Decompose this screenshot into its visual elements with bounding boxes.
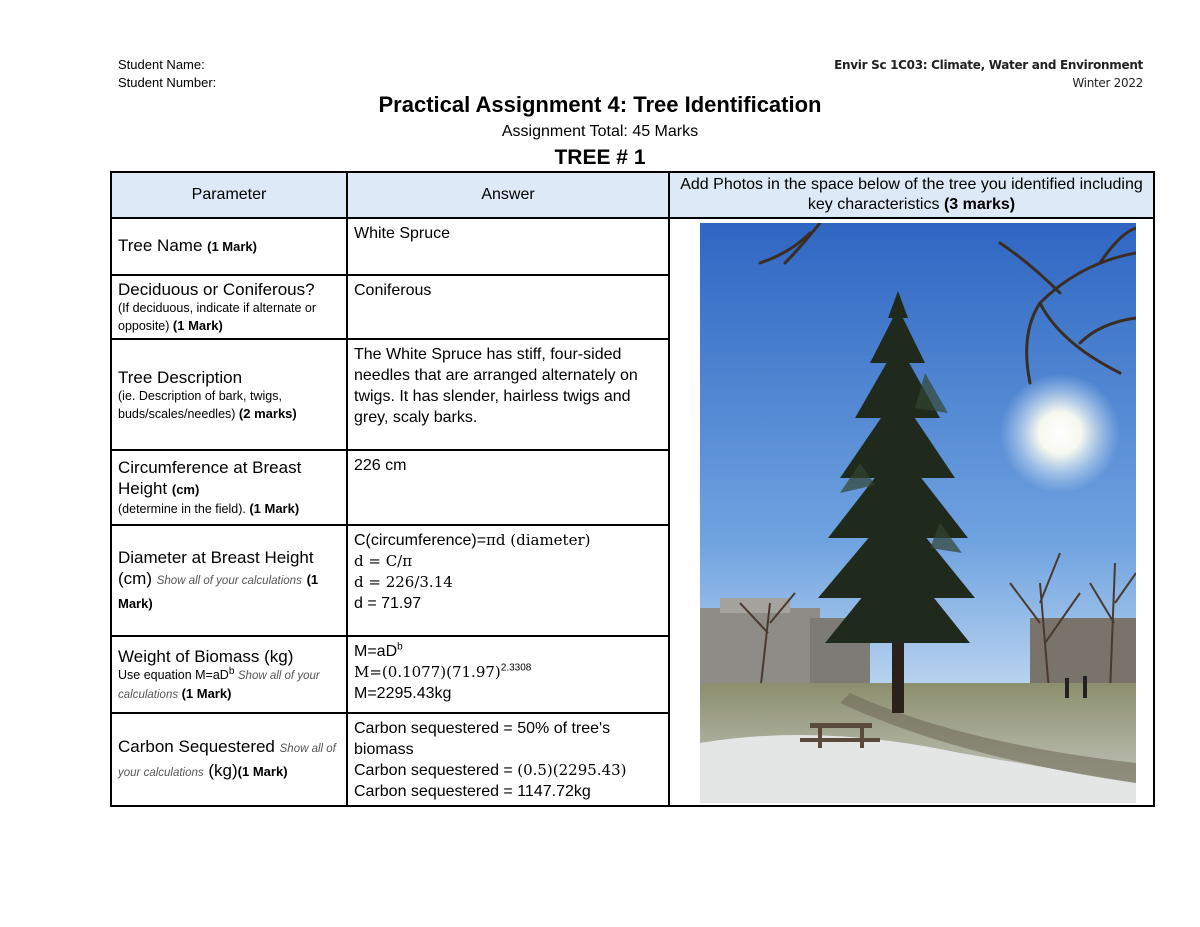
answer-circumference[interactable]: 226 cm <box>347 450 669 525</box>
note: Show all of your calculations <box>118 742 336 779</box>
dbh-line1-math: πd (diameter) <box>486 531 591 550</box>
term: Winter 2022 <box>1072 76 1143 90</box>
page-title: Practical Assignment 4: Tree Identification <box>378 92 822 117</box>
answer-biomass[interactable] <box>347 636 669 713</box>
student-number-label: Student Number: <box>118 75 217 90</box>
label: Tree Description <box>118 367 243 387</box>
label: Weight of Biomass (kg) <box>118 646 294 666</box>
dbh-line1: C(circumference)= <box>354 532 487 550</box>
unit: (kg) <box>208 760 238 780</box>
marks: (1 Mark) <box>118 572 319 612</box>
param-circumference <box>111 450 347 525</box>
carbon-line2-math: (0.5)(2295.43) <box>517 761 627 779</box>
marks: (1 Mark) <box>249 501 300 517</box>
label: Diameter at Breast Height <box>118 548 314 568</box>
tree-table <box>110 171 1155 807</box>
header-photos-marks: (3 marks) <box>943 196 1016 213</box>
label: Circumference at Breast Height <box>118 458 302 499</box>
unit: (cm) <box>118 569 152 589</box>
course-info <box>834 56 1143 92</box>
photo-cell[interactable] <box>669 218 1154 806</box>
param-dbh <box>111 525 347 636</box>
carbon-line1: Carbon sequestered = 50% of tree's biomass <box>354 720 611 758</box>
answer-dbh[interactable] <box>347 525 669 636</box>
param-tree-name <box>111 218 347 275</box>
course-name: Envir Sc 1C03: Climate, Water and Environment <box>834 58 1143 72</box>
header-photos-text: Add Photos in the space below of the tree you identified including key characteristics <box>680 176 1143 213</box>
label: Tree Name <box>118 236 203 256</box>
param-deciduous <box>111 275 347 340</box>
marks: (1 Mark) <box>172 317 223 333</box>
note-prefix: Use equation M=aD <box>118 667 229 682</box>
carbon-line2: Carbon sequestered = <box>354 762 518 779</box>
header-answer: Answer <box>347 172 669 218</box>
label: Carbon Sequestered <box>118 736 275 756</box>
biomass-line1-exp: b <box>397 641 403 653</box>
param-description <box>111 339 347 450</box>
table-row <box>111 218 1154 275</box>
student-name-label: Student Name: <box>118 57 205 72</box>
answer-carbon[interactable] <box>347 713 669 806</box>
note-exp: b <box>228 665 235 677</box>
biomass-line2: M=(0.1077)(71.97) <box>354 663 501 682</box>
biomass-line2-exp: 2.3308 <box>500 662 532 674</box>
marks: (1 Mark) <box>207 239 257 255</box>
note: Show all of your calculations <box>156 575 302 588</box>
biomass-line3: M=2295.43kg <box>354 685 452 703</box>
answer-description[interactable]: The White Spruce has stiff, four-sided needles that are arranged alternately on twigs. It has slender, hairless twigs and grey, scaly barks. <box>347 339 669 450</box>
unit: (cm) <box>171 482 200 498</box>
marks: (1 Mark) <box>237 763 288 779</box>
marks: (1 Mark) <box>181 685 232 701</box>
tree-photo <box>700 223 1136 803</box>
header-parameter: Parameter <box>111 172 347 218</box>
student-info <box>118 56 216 92</box>
param-carbon <box>111 713 347 806</box>
answer-tree-name[interactable]: White Spruce <box>347 218 669 275</box>
header-photos <box>669 172 1154 218</box>
note: (If deciduous, indicate if alternate or opposite) <box>118 300 317 333</box>
biomass-line1: M=aD <box>354 643 398 661</box>
tree-heading: TREE # 1 <box>554 146 646 169</box>
label: Deciduous or Coniferous? <box>118 279 315 299</box>
param-biomass <box>111 636 347 713</box>
dbh-line2: d = C/π <box>354 552 413 571</box>
assignment-total: Assignment Total: 45 Marks <box>501 123 699 140</box>
dbh-line3: d = 226/3.14 <box>354 573 453 592</box>
note: (ie. Description of bark, twigs, buds/scales/needles) <box>118 388 282 421</box>
carbon-line3: Carbon sequestered = 1147.72kg <box>354 783 591 800</box>
note: (determine in the field). <box>118 502 246 517</box>
marks: (2 marks) <box>238 405 297 421</box>
table-header-row <box>111 172 1154 218</box>
answer-deciduous[interactable]: Coniferous <box>347 275 669 340</box>
note: Show all of your calculations <box>118 669 320 701</box>
dbh-line4: d = 71.97 <box>354 595 422 613</box>
